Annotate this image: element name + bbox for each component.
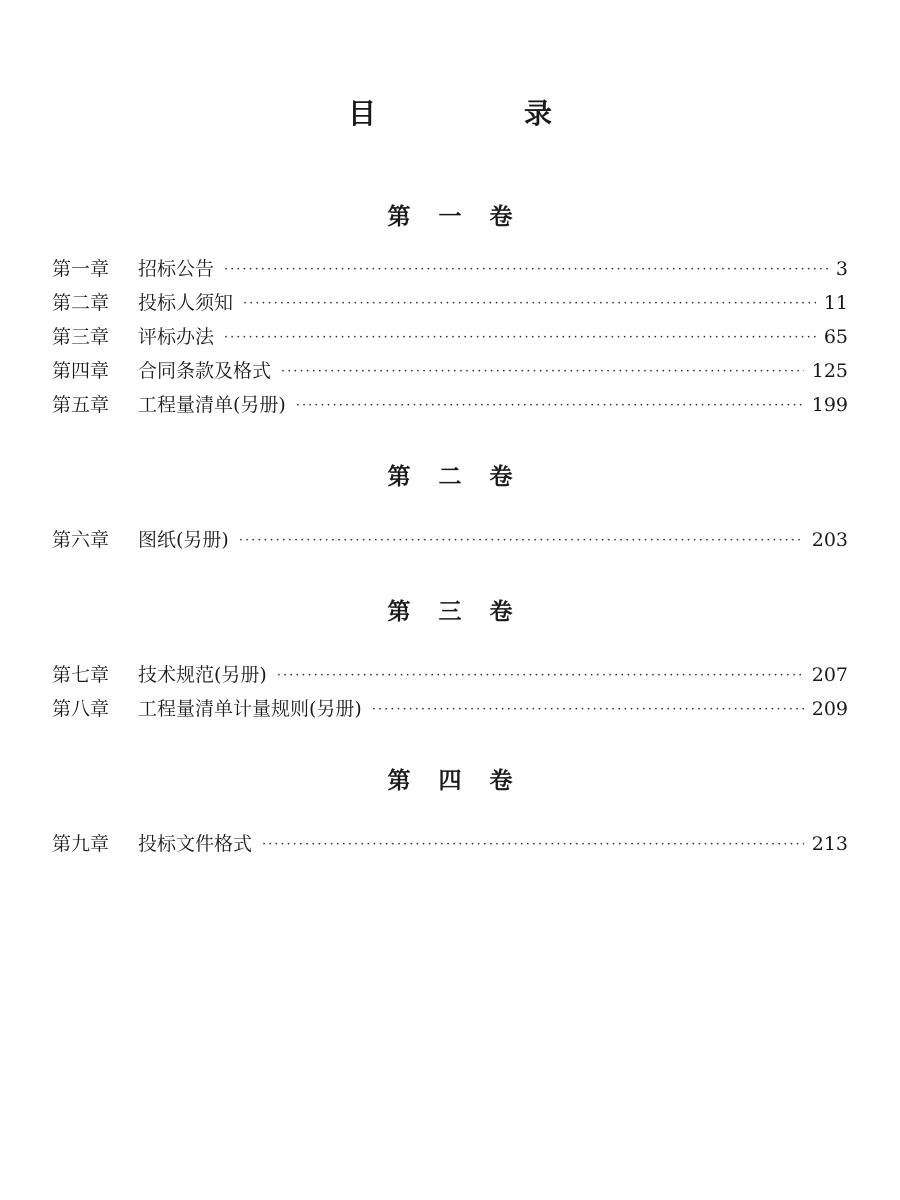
page-number: 3: [835, 258, 848, 280]
toc-entry[interactable]: [52, 358, 848, 384]
dot-leader: [262, 832, 804, 858]
chapter-title: 工程量清单计量规则(另册): [138, 698, 362, 720]
dot-leader: [243, 291, 816, 317]
chapter-title: 投标人须知: [138, 292, 234, 314]
toc-entry[interactable]: [52, 256, 848, 282]
chapter-number: 第一章: [52, 258, 110, 280]
page-title: 目 录: [347, 97, 612, 130]
chapter-title: 投标文件格式: [138, 833, 253, 855]
chapter-number: 第八章: [52, 698, 110, 720]
dot-leader: [372, 697, 804, 723]
page-number: 207: [811, 664, 848, 686]
chapter-number: 第九章: [52, 833, 110, 855]
chapter-number: 第三章: [52, 326, 110, 348]
toc-entry[interactable]: [52, 527, 848, 553]
volume-heading-1: 第一卷: [387, 204, 541, 230]
page-number: 11: [823, 292, 848, 314]
toc-entry[interactable]: [52, 696, 848, 722]
toc-entry[interactable]: [52, 324, 848, 350]
toc-entry[interactable]: [52, 831, 848, 857]
volume-heading-2: 第二卷: [387, 464, 541, 490]
chapter-number: 第四章: [52, 360, 110, 382]
page-number: 65: [823, 326, 848, 348]
chapter-title: 技术规范(另册): [138, 664, 267, 686]
chapter-title: 评标办法: [138, 326, 215, 348]
chapter-number: 第二章: [52, 292, 110, 314]
chapter-title: 图纸(另册): [138, 529, 229, 551]
dot-leader: [224, 325, 816, 351]
volume-heading-4: 第四卷: [387, 768, 541, 794]
chapter-number: 第五章: [52, 394, 110, 416]
toc-entry[interactable]: [52, 290, 848, 316]
dot-leader: [296, 393, 804, 419]
dot-leader: [239, 528, 804, 554]
chapter-title: 招标公告: [138, 258, 215, 280]
chapter-title: 工程量清单(另册): [138, 394, 286, 416]
dot-leader: [281, 359, 804, 385]
dot-leader: [224, 257, 828, 283]
dot-leader: [277, 663, 804, 689]
toc-entry[interactable]: [52, 392, 848, 418]
chapter-number: 第七章: [52, 664, 110, 686]
page-number: 209: [811, 698, 848, 720]
page-number: 213: [811, 833, 848, 855]
page-number: 199: [811, 394, 848, 416]
chapter-number: 第六章: [52, 529, 110, 551]
toc-entry[interactable]: [52, 662, 848, 688]
volume-heading-3: 第三卷: [387, 599, 541, 625]
chapter-title: 合同条款及格式: [138, 360, 272, 382]
page-number: 203: [811, 529, 848, 551]
page-number: 125: [811, 360, 848, 382]
